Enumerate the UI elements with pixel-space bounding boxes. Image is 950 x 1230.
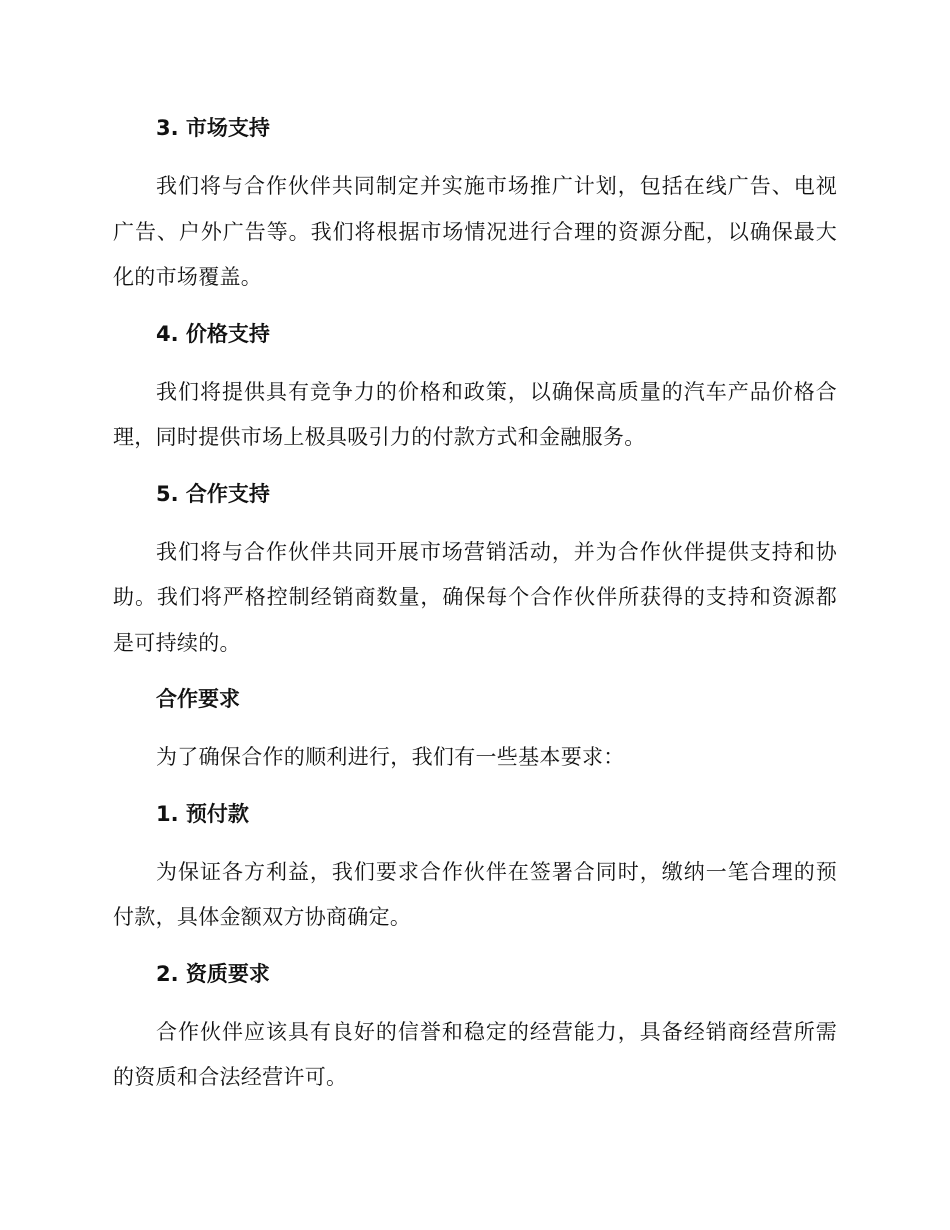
paragraph-market-support: 我们将与合作伙伴共同制定并实施市场推广计划，包括在线广告、电视广告、户外广告等。我们将根据市场情况进行合理的资源分配，以确保最大化的市场覆盖。 (113, 174, 837, 289)
section-heading-price-support: 4. 价格支持 (156, 321, 270, 346)
section-heading-prepayment: 1. 预付款 (156, 801, 249, 826)
section-heading-qualification: 2. 资质要求 (156, 961, 270, 986)
paragraph-cooperation-support: 我们将与合作伙伴共同开展市场营销活动，并为合作伙伴提供支持和协助。我们将严格控制经销商数量，确保每个合作伙伴所获得的支持和资源都是可持续的。 (113, 539, 837, 655)
paragraph-price-support: 我们将提供具有竞争力的价格和政策，以确保高质量的汽车产品价格合理，同时提供市场上极具吸引力的付款方式和金融服务。 (113, 379, 837, 449)
section-heading-market-support: 3. 市场支持 (156, 116, 270, 140)
document-page (113, 109, 837, 1101)
paragraph-qualification: 合作伙伴应该具有良好的信誉和稳定的经营能力，具备经销商经营所需的资质和合法经营许可。 (113, 1019, 837, 1089)
paragraph-requirements-intro: 为了确保合作的顺利进行，我们有一些基本要求： (156, 745, 625, 769)
paragraph-prepayment: 为保证各方利益，我们要求合作伙伴在签署合同时，缴纳一笔合理的预付款，具体金额双方协商确定。 (113, 859, 837, 929)
section-heading-cooperation-support: 5. 合作支持 (156, 481, 270, 506)
section-heading-cooperation-requirements: 合作要求 (156, 687, 240, 711)
